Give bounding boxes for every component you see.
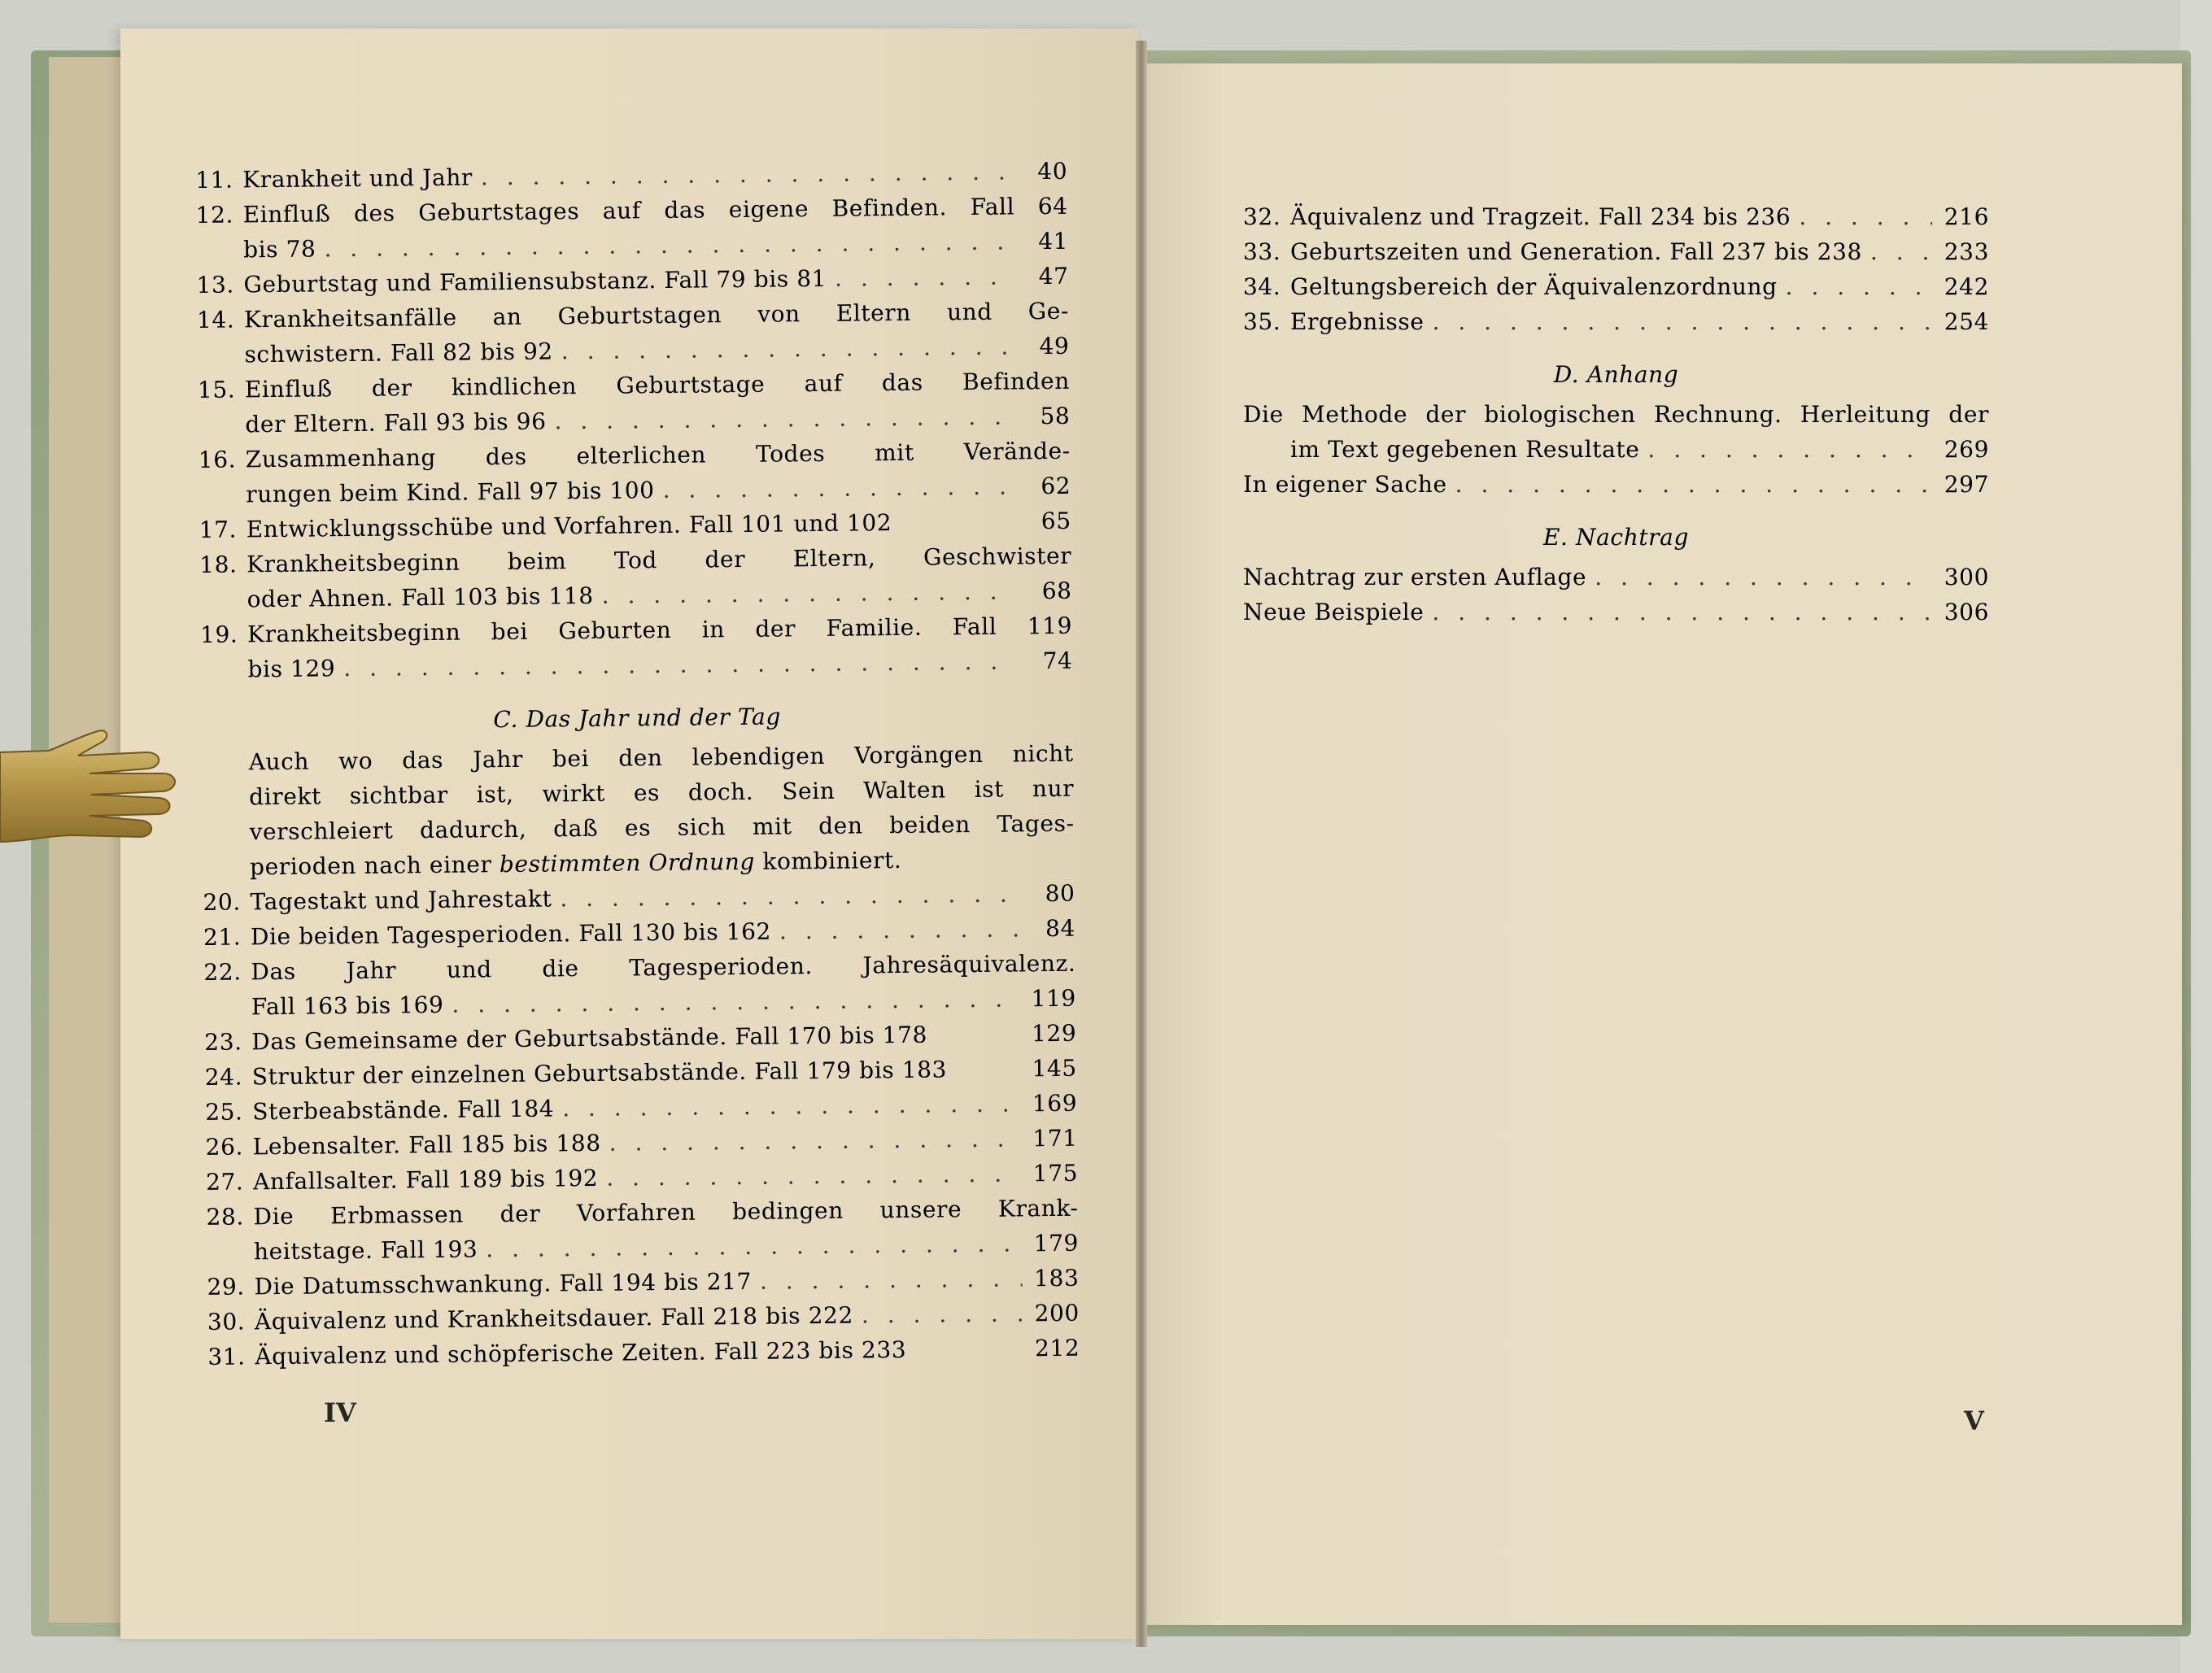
toc-entry-title: Lebensalter. Fall 185 bis 188 [252, 1129, 601, 1161]
toc-right [1243, 199, 1989, 630]
leader-dots [1647, 432, 1932, 467]
toc-entry-title: Die Datumsschwankung. Fall 194 bis 217 [254, 1267, 753, 1300]
toc-page-number: 179 [1033, 1229, 1080, 1257]
toc-entry-title: In eigener Sache [1243, 471, 1447, 498]
leader-dots [760, 1261, 1023, 1298]
toc-entry-title: Zusammenhang des elterlichen Todes mit Verände- [245, 437, 1071, 473]
toc-entry-title: Einfluß der kindlichen Geburtstage auf das Befinden [244, 367, 1071, 403]
toc-line [1243, 269, 1989, 304]
toc-page-number: 129 [1031, 1019, 1077, 1048]
toc-entry-title: Entwicklungsschübe und Vorfahren. Fall 101 und 102 [246, 509, 892, 543]
section-heading-e: E. Nachtrag [1542, 524, 1689, 551]
toc-entry-number: 35. [1243, 308, 1281, 335]
toc-page-number: 300 [1944, 564, 1989, 590]
toc-entry [199, 538, 1072, 617]
toc-entry-number: 26. [205, 1133, 244, 1161]
leader-dots [862, 1296, 1023, 1332]
toc-page-number: 47 [1038, 262, 1069, 290]
leader-dots [1432, 595, 1932, 630]
toc-page-number: 169 [1032, 1089, 1078, 1118]
toc-entry-number: 31. [207, 1343, 246, 1370]
toc-entry [1243, 595, 1989, 630]
toc-entry-number: 20. [203, 888, 242, 916]
toc-entry [206, 1191, 1079, 1270]
toc-entry-title: oder Ahnen. Fall 103 bis 118 [247, 582, 594, 613]
toc-entry [1243, 397, 1989, 467]
toc-page-number: 145 [1032, 1054, 1077, 1083]
toc-line [1243, 397, 1989, 432]
leader-dots [1433, 304, 1932, 339]
leader-dots [562, 1086, 1020, 1126]
toc-entry-title: Einfluß des Geburtstages auf das eigene Befinden. Fall 64 [242, 192, 1068, 229]
hand-bookmark-icon [0, 720, 195, 874]
toc-page-number: 175 [1032, 1159, 1079, 1187]
toc-page-number: 119 [1031, 984, 1076, 1013]
toc-entry-number: 12. [195, 201, 234, 229]
toc-entry-number: 24. [204, 1063, 243, 1091]
book-gutter [1136, 41, 1147, 1647]
toc-entry [1243, 269, 1989, 304]
toc-entry-title: Ergebnisse [1290, 308, 1424, 335]
toc-entry [195, 189, 1068, 268]
toc-entry-number: 28. [206, 1203, 245, 1231]
toc-entry-title: Krankheitsanfälle an Geburtstagen von Eltern und Ge- [243, 297, 1070, 333]
leader-dots [1799, 199, 1932, 234]
leader-dots [452, 981, 1019, 1022]
leader-dots [835, 259, 1012, 296]
page-number-left: IV [324, 1397, 356, 1428]
toc-entry-title: Tagestakt und Jahrestakt [250, 885, 552, 916]
toc-entry-number: 33. [1243, 238, 1281, 265]
toc-entry-title: Neue Beispiele [1243, 599, 1424, 625]
toc-entry-number: 15. [197, 376, 236, 403]
toc-entry-number: 13. [196, 271, 235, 298]
toc-entry [197, 294, 1070, 373]
toc-entry-title: bis 129 [247, 655, 336, 683]
leader-dots [662, 468, 1014, 508]
toc-entry-number: 34. [1243, 273, 1281, 300]
toc-line [1243, 560, 1989, 595]
toc-entry-title: Sterbeabstände. Fall 184 [252, 1095, 555, 1126]
toc-entry-title: Die Methode der biologischen Rechnung. Herleitung der [1243, 401, 1989, 428]
toc-entry-number: 17. [199, 516, 238, 543]
leader-dots [1870, 234, 1932, 269]
toc-entry-title: schwistern. Fall 82 bis 92 [244, 338, 553, 368]
paragraph-line: Auch wo das Jahr bei den lebendigen Vorgängen nicht [248, 739, 1074, 776]
toc-entries-d [1243, 397, 1989, 502]
toc-entry-number: 11. [195, 166, 233, 194]
toc-entry [203, 946, 1076, 1025]
toc-entry-number: 30. [207, 1308, 246, 1335]
leader-dots [609, 1121, 1020, 1160]
toc-page-number: 200 [1034, 1299, 1080, 1327]
toc-entry [1243, 199, 1989, 234]
toc-entry-number: 32. [1243, 203, 1281, 230]
toc-entry-number: 27. [205, 1168, 244, 1196]
section-heading-c: C. Das Jahr und der Tag [493, 703, 782, 734]
toc-page-number: 62 [1041, 472, 1071, 500]
toc-entry-title: Struktur der einzelnen Geburtsabstände. Fall 179 bis 183 [251, 1056, 948, 1091]
toc-entry [200, 608, 1073, 687]
toc-entry-title: Geburtstag und Familiensubstanz. Fall 79 bis 81 [243, 264, 827, 298]
toc-entry [1243, 467, 1989, 502]
section-heading-d: D. Anhang [1553, 361, 1679, 388]
paragraph-text: perioden nach einer [249, 851, 500, 881]
leader-dots [486, 1226, 1022, 1266]
toc-entry-title: Geburtszeiten und Generation. Fall 237 bis 238 [1290, 238, 1862, 265]
toc-entry-number: 23. [204, 1028, 242, 1056]
toc-entry-title: Äquivalenz und Krankheitsdauer. Fall 218 bis 222 [254, 1301, 854, 1335]
toc-entry [1243, 560, 1989, 595]
section-c-paragraph [201, 736, 1075, 885]
toc-entry-title: der Eltern. Fall 93 bis 96 [245, 407, 547, 438]
toc-left [195, 154, 1080, 1375]
toc-entry-title: Das Gemeinsame der Geburtsabstände. Fall 170 bis 178 [251, 1021, 928, 1056]
toc-line [1243, 432, 1989, 467]
leader-dots [481, 155, 1011, 195]
toc-entry-number: 18. [199, 551, 238, 578]
toc-line [1243, 304, 1989, 339]
toc-line [1243, 595, 1989, 630]
toc-entry-title: Geltungsbereich der Äquivalenzordnung [1290, 273, 1778, 300]
toc-entry-title: heitstage. Fall 193 [253, 1235, 478, 1266]
toc-entry-number: 19. [199, 621, 238, 648]
toc-entry-title: rungen beim Kind. Fall 97 bis 100 [246, 477, 655, 508]
leader-dots [343, 643, 1016, 686]
toc-line [1243, 234, 1989, 269]
toc-page-number: 269 [1944, 436, 1989, 463]
toc-entry-title: Anfallsalter. Fall 189 bis 192 [252, 1164, 599, 1196]
toc-page-number: 212 [1034, 1334, 1080, 1362]
toc-entry [1243, 234, 1989, 269]
toc-entries-e [1243, 560, 1989, 630]
toc-page-number: 49 [1039, 332, 1070, 360]
toc-line [1243, 467, 1989, 502]
leader-dots [561, 329, 1013, 368]
paragraph-line: verschleiert dadurch, daß es sich mit den beiden Tages- [249, 809, 1075, 846]
toc-entries-b [195, 154, 1073, 687]
toc-entries-c [203, 876, 1080, 1375]
toc-entry-title: Äquivalenz und Tragzeit. Fall 234 bis 236 [1290, 203, 1791, 230]
toc-page-number: 254 [1944, 308, 1989, 335]
toc-page-number: 80 [1045, 879, 1075, 908]
toc-entry [199, 433, 1071, 512]
toc-page-number: 183 [1033, 1264, 1080, 1292]
toc-entry-title: Krankheitsbeginn bei Geburten in der Familie. Fall 119 [247, 612, 1073, 648]
toc-entry-title: Äquivalenz und schöpferische Zeiten. Fall 223 bis 233 [255, 1335, 907, 1370]
toc-entry-title: Nachtrag zur ersten Auflage [1243, 564, 1587, 590]
toc-line [1243, 199, 1989, 234]
toc-entry-number: 22. [203, 958, 242, 986]
toc-page-number: 306 [1944, 599, 1989, 625]
toc-page-number: 242 [1944, 273, 1989, 300]
paragraph-emphasis: bestimmten Ordnung [499, 847, 756, 878]
toc-entry-number: 29. [207, 1273, 245, 1300]
page-number-right: V [1964, 1405, 1984, 1436]
toc-page-number: 68 [1041, 577, 1072, 605]
leader-dots [1455, 467, 1932, 502]
toc-entry [1243, 304, 1989, 339]
leader-dots [601, 573, 1014, 612]
toc-entry-title: Krankheit und Jahr [242, 163, 473, 194]
toc-entry-title: Krankheitsbeginn beim Tod der Eltern, Geschwister [247, 542, 1072, 578]
toc-entry-title: Das Jahr und die Tagesperioden. Jahresäquivalenz. [251, 949, 1076, 986]
toc-entry [198, 364, 1071, 442]
paragraph-line: direkt sichtbar ist, wirkt es doch. Sein Walten ist nur [248, 774, 1075, 811]
leader-dots [554, 399, 1013, 438]
toc-entry-title: Die beiden Tagesperioden. Fall 130 bis 162 [250, 917, 772, 951]
toc-entry-number: 16. [198, 446, 237, 473]
leader-dots [1595, 560, 1932, 595]
toc-page-number: 58 [1040, 402, 1071, 430]
toc-page-number: 233 [1944, 238, 1989, 265]
toc-entry-title: im Text gegebenen Resultate [1290, 436, 1640, 463]
toc-entry-title: Fall 163 bis 169 [251, 991, 444, 1021]
leader-dots [779, 911, 1019, 948]
toc-page-number: 65 [1041, 507, 1071, 535]
toc-entry-title: Die Erbmassen der Vorfahren bedingen unsere Krank- [253, 1194, 1079, 1231]
leader-dots [606, 1156, 1021, 1195]
toc-entry-title: bis 78 [242, 235, 316, 264]
leader-dots [1786, 269, 1932, 304]
toc-entries-right [1243, 199, 1989, 339]
toc-entry-number: 25. [205, 1098, 243, 1126]
toc-page-number: 84 [1045, 914, 1076, 943]
paragraph-text: kombiniert. [754, 846, 902, 875]
toc-page-number: 41 [1038, 227, 1069, 255]
toc-page-number: 297 [1944, 471, 1989, 498]
toc-page-number: 171 [1032, 1124, 1078, 1152]
toc-page-number: 74 [1042, 647, 1073, 675]
toc-page-number: 216 [1944, 203, 1989, 230]
toc-entry-number: 21. [203, 923, 242, 951]
leader-dots [560, 876, 1019, 916]
toc-entry-number: 14. [196, 306, 235, 333]
toc-page-number: 40 [1037, 157, 1068, 185]
